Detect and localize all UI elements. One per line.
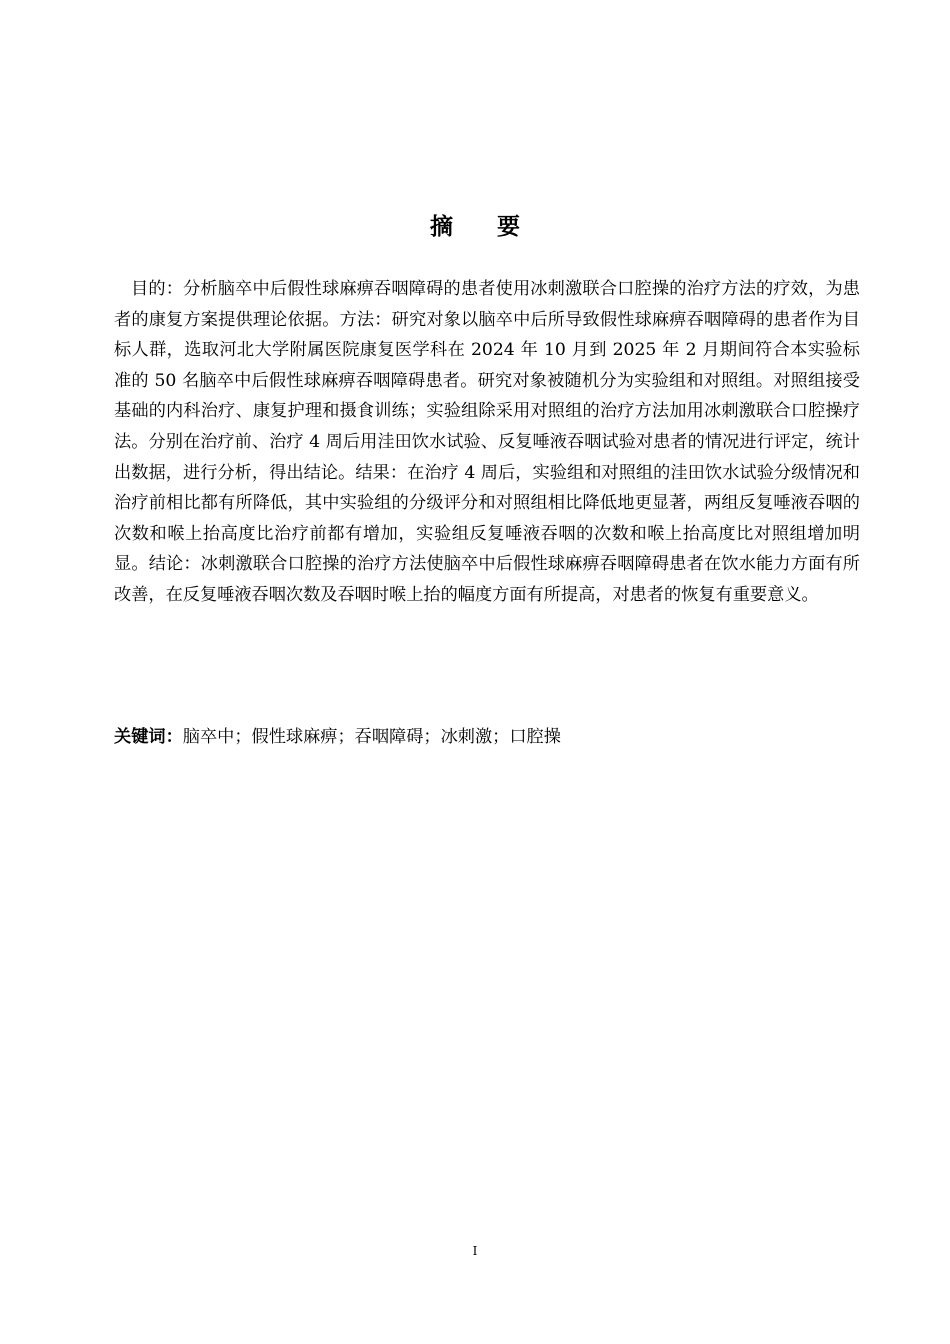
abstract-body: 目的：分析脑卒中后假性球麻痹吞咽障碍的患者使用冰刺激联合口腔操的治疗方法的疗效，为患者的康复方案提供理论依据。方法：研究对象以脑卒中后所导致假性球麻痹吞咽障碍的患者作为目标人群，选取河北大学附属医院康复医学科在 2024 年 10 月到 2025 年 2 月期间符合本实验标准的 50 名脑卒中后假性球麻痹吞咽障碍患者。研究对象被随机分为实验组和对照组。对照组接受基础的内科治疗、康复护理和摄食训练；实验组除采用对照组的治疗方法加用冰刺激联合口腔操疗法。分别在治疗前、治疗 4 周后用洼田饮水试验、反复唾液吞咽试验对患者的情况进行评定，统计出数据，进行分析，得出结论。结果：在治疗 4 周后，实验组和对照组的洼田饮水试验分级情况和治疗前相比都有所降低，其中实验组的分级评分和对照组相比降低地更显著，两组反复唾液吞咽的次数和喉上抬高度比治疗前都有增加，实验组反复唾液吞咽的次数和喉上抬高度比对照组增加明显。结论：冰刺激联合口腔操的治疗方法使脑卒中后假性球麻痹吞咽障碍患者在饮水能力方面有所改善，在反复唾液吞咽次数及吞咽时喉上抬的幅度方面有所提高，对患者的恢复有重要意义。	[114, 279, 860, 605]
page-number: I	[472, 1244, 478, 1258]
keywords-label: 关键词：	[114, 727, 183, 747]
abstract-heading-char-1: 摘	[430, 214, 453, 240]
abstract-heading	[0, 208, 950, 241]
abstract-heading-char-2: 要	[497, 214, 520, 240]
keywords-value: 脑卒中；假性球麻痹；吞咽障碍；冰刺激；口腔操	[182, 727, 561, 747]
keywords-line	[114, 722, 860, 752]
